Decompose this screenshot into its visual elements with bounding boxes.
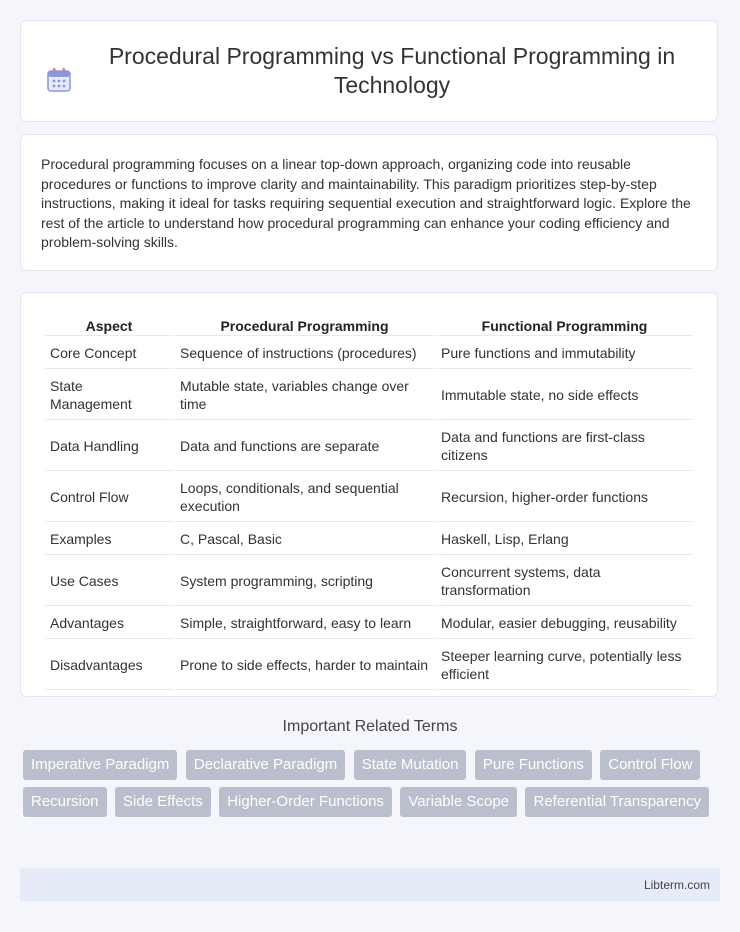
- cell-functional: Haskell, Lisp, Erlang: [436, 524, 693, 555]
- column-header-functional: Functional Programming: [436, 315, 693, 336]
- cell-aspect: Advantages: [45, 608, 173, 639]
- intro-card: [20, 134, 718, 271]
- cell-procedural: Mutable state, variables change over time: [175, 371, 434, 420]
- cell-functional: Steeper learning curve, potentially less efficient: [436, 641, 693, 690]
- cell-functional: Modular, easier debugging, reusability: [436, 608, 693, 639]
- table-row: [45, 338, 693, 369]
- tag-variable-scope[interactable]: Variable Scope: [400, 787, 517, 817]
- tag-side-effects[interactable]: Side Effects: [115, 787, 211, 817]
- intro-paragraph: Procedural programming focuses on a linear top-down approach, organizing code into reusable procedures or functions to improve clarity and maintainability. This paradigm prioritizes step-by-step instructions, making it ideal for tasks requiring sequential execution and straightforward logic. Explore the rest of the article to understand how procedural programming can enhance your coding efficiency and problem-solving skills.: [41, 156, 691, 250]
- tag-recursion[interactable]: Recursion: [23, 787, 107, 817]
- footer: [20, 868, 720, 901]
- tag-declarative-paradigm[interactable]: Declarative Paradigm: [186, 750, 345, 780]
- cell-procedural: Simple, straightforward, easy to learn: [175, 608, 434, 639]
- table-header-row: [45, 315, 693, 336]
- cell-procedural: Prone to side effects, harder to maintain: [175, 641, 434, 690]
- related-terms-list: [23, 750, 723, 824]
- table-row: [45, 524, 693, 555]
- cell-procedural: Loops, conditionals, and sequential execution: [175, 473, 434, 522]
- cell-functional: Immutable state, no side effects: [436, 371, 693, 420]
- cell-aspect: Use Cases: [45, 557, 173, 606]
- cell-procedural: System programming, scripting: [175, 557, 434, 606]
- tag-control-flow[interactable]: Control Flow: [600, 750, 700, 780]
- footer-site-link[interactable]: Libterm.com: [643, 877, 710, 892]
- cell-aspect: Data Handling: [45, 422, 173, 471]
- column-header-aspect: Aspect: [45, 315, 173, 336]
- tag-imperative-paradigm[interactable]: Imperative Paradigm: [23, 750, 177, 780]
- cell-procedural: Sequence of instructions (procedures): [175, 338, 434, 369]
- tag-referential-transparency[interactable]: Referential Transparency: [525, 787, 709, 817]
- cell-functional: Pure functions and immutability: [436, 338, 693, 369]
- cell-functional: Concurrent systems, data transformation: [436, 557, 693, 606]
- cell-aspect: Core Concept: [45, 338, 173, 369]
- calendar-icon: [46, 67, 72, 93]
- table-row: [45, 473, 693, 522]
- table-row: [45, 422, 693, 471]
- title-card: [20, 20, 718, 122]
- table-row: [45, 641, 693, 690]
- tag-higher-order-functions[interactable]: Higher-Order Functions: [219, 787, 392, 817]
- page-title: Procedural Programming vs Functional Programming in Technology: [108, 43, 676, 98]
- cell-aspect: State Management: [45, 371, 173, 420]
- cell-procedural: C, Pascal, Basic: [175, 524, 434, 555]
- cell-aspect: Control Flow: [45, 473, 173, 522]
- tag-state-mutation[interactable]: State Mutation: [354, 750, 467, 780]
- comparison-table: [43, 313, 695, 692]
- related-terms-heading: Important Related Terms: [282, 718, 458, 735]
- table-row: [45, 371, 693, 420]
- comparison-card: [20, 292, 718, 697]
- tag-pure-functions[interactable]: Pure Functions: [475, 750, 592, 780]
- cell-aspect: Disadvantages: [45, 641, 173, 690]
- cell-functional: Data and functions are first-class citizens: [436, 422, 693, 471]
- column-header-procedural: Procedural Programming: [175, 315, 434, 336]
- cell-functional: Recursion, higher-order functions: [436, 473, 693, 522]
- cell-procedural: Data and functions are separate: [175, 422, 434, 471]
- cell-aspect: Examples: [45, 524, 173, 555]
- table-row: [45, 557, 693, 606]
- table-row: [45, 608, 693, 639]
